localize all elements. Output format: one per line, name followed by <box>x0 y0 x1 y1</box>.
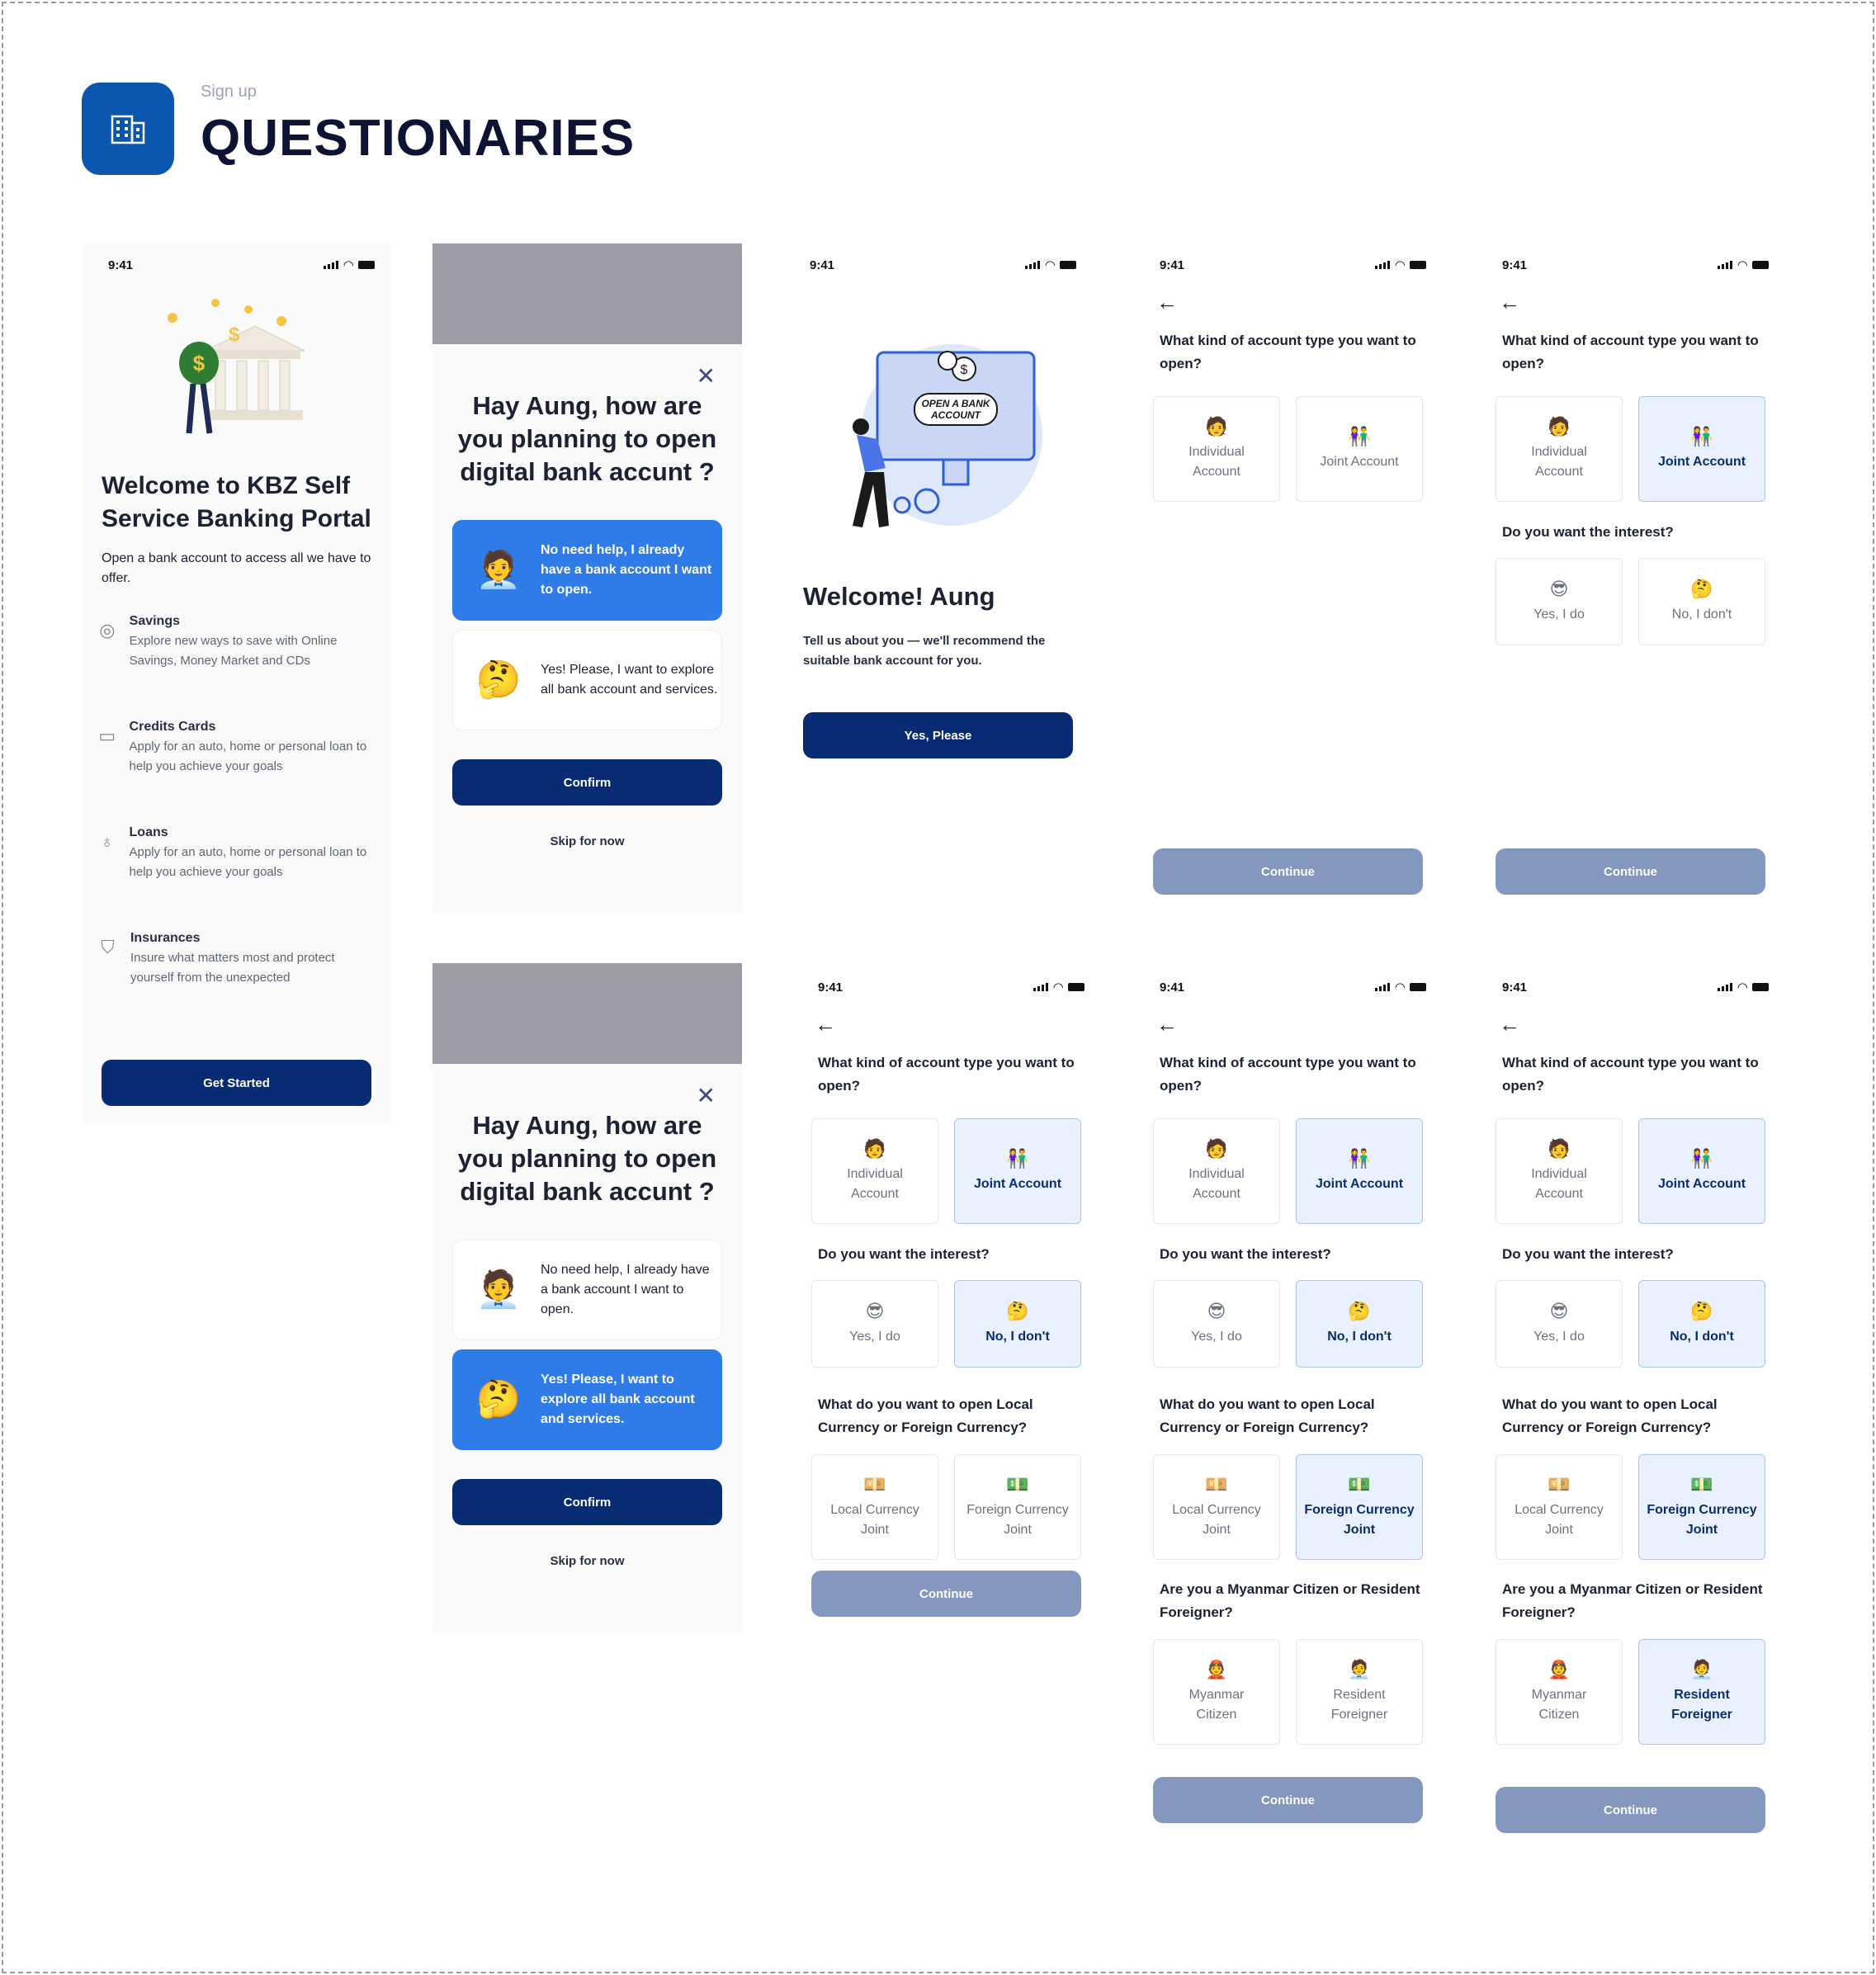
confirm-button[interactable]: Confirm <box>452 759 722 806</box>
screen-welcome-aung <box>783 243 1093 821</box>
feature-title: Savings <box>129 614 180 628</box>
building-icon <box>107 108 149 149</box>
sunglasses-face-icon: 😎 <box>865 1301 885 1321</box>
option-label: Joint Account <box>1315 1177 1404 1191</box>
feature-insurances <box>98 928 379 988</box>
screen-welcome <box>82 243 391 1123</box>
option-label: No, I don't <box>1670 1330 1734 1344</box>
feature-desc: Explore new ways to save with Online Savings, Money Market and CDs <box>129 634 338 668</box>
bottom-sheet <box>432 1064 742 1633</box>
screen-modal-explore <box>432 963 742 1633</box>
status-bar <box>1502 257 1769 273</box>
screen-interest <box>1476 243 1785 904</box>
feature-savings <box>98 612 379 671</box>
option-label: Myanmar Citizen <box>1531 1688 1587 1722</box>
page-title: QUESTIONARIES <box>201 110 636 167</box>
option-label: Yes, I do <box>1191 1330 1242 1344</box>
option-individual-account[interactable] <box>1496 1118 1623 1224</box>
question-account-type: What kind of account type you want to open? <box>818 1055 1075 1094</box>
close-icon[interactable]: ✕ <box>696 363 716 389</box>
choice-label: No need help, I already have a bank account I want to open. <box>541 543 712 597</box>
thinking-face-icon: 🤔 <box>1006 1301 1029 1321</box>
arrow-left-icon[interactable]: ← <box>1156 1012 1178 1037</box>
question-person-icon: 🤔 <box>475 659 522 700</box>
feature-desc: Apply for an auto, home or personal loan to help you achieve your goals <box>129 845 367 879</box>
sunglasses-face-icon: 😎 <box>1549 579 1569 599</box>
battery-icon <box>358 261 375 269</box>
question-interest: Do you want the interest? <box>1502 524 1674 540</box>
credit-card-icon: ▭ <box>98 725 116 746</box>
signal-icon <box>1375 261 1390 269</box>
person-icon: 🧑 <box>1205 416 1228 437</box>
open-account-illustration <box>828 336 1059 542</box>
option-individual-account[interactable] <box>1153 396 1280 502</box>
status-bar <box>108 257 375 273</box>
couple-icon: 👫 <box>1006 1148 1029 1169</box>
sheet-title: Hay Aung, how are you planning to open digital bank accunt ? <box>457 391 717 486</box>
modal-overlay[interactable] <box>432 243 742 344</box>
wifi-icon: ◠ <box>1053 980 1063 995</box>
option-foreign-currency[interactable] <box>1638 1454 1765 1560</box>
battery-icon <box>1752 261 1769 269</box>
sunglasses-face-icon: 😎 <box>1549 1301 1569 1321</box>
option-resident-foreigner[interactable] <box>1638 1639 1765 1745</box>
svg-text:OPEN A BANK: OPEN A BANK <box>921 398 990 409</box>
option-label: No, I don't <box>1327 1330 1392 1344</box>
screen-citizen <box>1133 966 1443 1840</box>
thinking-face-icon: 🤔 <box>1690 1301 1713 1321</box>
option-myanmar-citizen[interactable] <box>1496 1639 1623 1745</box>
option-label: Local Currency Joint <box>830 1503 919 1537</box>
couple-icon: 👫 <box>1690 1148 1713 1169</box>
feature-loans <box>98 823 379 882</box>
option-label: Joint Account <box>1657 455 1746 469</box>
skip-link[interactable]: Skip for now <box>550 1554 625 1568</box>
option-individual-account[interactable] <box>811 1118 938 1224</box>
choice-explore-services[interactable] <box>452 1349 722 1450</box>
option-no-interest[interactable] <box>1296 1280 1423 1368</box>
svg-text:$: $ <box>192 351 206 376</box>
option-joint-account[interactable] <box>954 1118 1081 1224</box>
wifi-icon: ◠ <box>1395 980 1405 995</box>
status-time: 9:41 <box>1502 980 1528 995</box>
kyat-banknote-icon: 💴 <box>863 1474 886 1495</box>
option-label: Local Currency Joint <box>1172 1503 1261 1537</box>
question-currency: What do you want to open Local Currency or Foreign Currency? <box>1502 1396 1718 1435</box>
svg-text:ACCOUNT: ACCOUNT <box>931 409 981 421</box>
signal-icon <box>1718 983 1732 991</box>
kyat-banknote-icon: 💴 <box>1205 1474 1228 1495</box>
person-icon: 🧑 <box>863 1138 886 1159</box>
feature-title: Insurances <box>130 931 201 945</box>
feature-credit-cards <box>98 717 379 777</box>
option-joint-account[interactable] <box>1638 1118 1765 1224</box>
couple-icon: 👫 <box>1348 426 1371 447</box>
dollar-banknote-icon: 💵 <box>1006 1474 1029 1495</box>
question-citizen: Are you a Myanmar Citizen or Resident Foreigner? <box>1160 1581 1420 1620</box>
wifi-icon: ◠ <box>1395 258 1405 272</box>
bank-illustration <box>164 293 313 442</box>
status-bar <box>818 979 1084 995</box>
option-joint-account[interactable] <box>1296 396 1423 502</box>
option-label: Individual Account <box>847 1167 903 1201</box>
wifi-icon: ◠ <box>1737 258 1747 272</box>
thinking-face-icon: 🤔 <box>1690 579 1713 599</box>
yes-please-button[interactable]: Yes, Please <box>803 712 1073 758</box>
question-interest: Do you want the interest? <box>1160 1246 1331 1262</box>
option-label: Individual Account <box>1188 445 1245 479</box>
feature-title: Loans <box>129 825 168 839</box>
thinking-face-icon: 🤔 <box>1348 1301 1371 1321</box>
option-foreign-currency[interactable] <box>954 1454 1081 1560</box>
citizen-icon: 👲 <box>1205 1659 1228 1680</box>
battery-icon <box>1410 983 1426 991</box>
person-sparkle-icon: 🧑‍💼 <box>475 550 522 590</box>
option-myanmar-citizen[interactable] <box>1153 1639 1280 1745</box>
question-interest: Do you want the interest? <box>818 1246 990 1262</box>
person-icon: 🧑 <box>1548 416 1571 437</box>
person-icon: 🧑 <box>1205 1138 1228 1159</box>
signal-icon <box>1718 261 1732 269</box>
option-label: Resident Foreigner <box>1330 1688 1388 1722</box>
option-label: Foreign Currency Joint <box>1304 1503 1415 1537</box>
arrow-left-icon[interactable]: ← <box>1499 1012 1520 1037</box>
battery-icon <box>1410 261 1426 269</box>
arrow-left-icon[interactable]: ← <box>1156 290 1178 314</box>
skip-link[interactable]: Skip for now <box>550 834 625 848</box>
option-label: Foreign Currency Joint <box>966 1503 1069 1537</box>
option-yes-interest[interactable] <box>1496 1280 1623 1368</box>
option-label: Joint Account <box>1657 1177 1746 1191</box>
option-label: Yes, I do <box>849 1330 900 1344</box>
feature-desc: Insure what matters most and protect yourself from the unexpected <box>130 951 335 985</box>
option-label: Local Currency Joint <box>1515 1503 1604 1537</box>
option-label: No, I don't <box>1671 607 1732 621</box>
question-person-icon: 🤔 <box>475 1379 522 1420</box>
question-account-type: What kind of account type you want to open? <box>1502 333 1759 371</box>
option-label: No, I don't <box>985 1330 1050 1344</box>
continue-button[interactable]: Continue <box>1496 1787 1765 1833</box>
foreigner-icon: 🧑‍💼 <box>1690 1659 1713 1680</box>
status-time: 9:41 <box>1160 980 1185 995</box>
option-label: Individual Account <box>1531 1167 1587 1201</box>
signal-icon <box>324 261 338 269</box>
status-bar <box>1160 979 1426 995</box>
option-local-currency[interactable] <box>811 1454 938 1560</box>
bottom-sheet <box>432 344 742 914</box>
question-currency: What do you want to open Local Currency or Foreign Currency? <box>1160 1396 1375 1435</box>
continue-button[interactable]: Continue <box>811 1571 1081 1617</box>
screen-citizen-resident <box>1476 966 1785 1840</box>
feature-title: Credits Cards <box>129 720 216 734</box>
option-no-interest[interactable] <box>1638 558 1765 645</box>
signal-icon <box>1375 983 1390 991</box>
wifi-icon: ◠ <box>1737 980 1747 995</box>
question-account-type: What kind of account type you want to open? <box>1502 1055 1759 1094</box>
modal-overlay[interactable] <box>432 963 742 1064</box>
option-individual-account[interactable] <box>1496 396 1623 502</box>
money-bag-icon: ♁ <box>100 831 115 852</box>
welcome-title: Welcome to KBZ Self Service Banking Portal <box>102 472 371 532</box>
screen-modal-existing <box>432 243 742 914</box>
status-time: 9:41 <box>108 258 134 272</box>
option-individual-account[interactable] <box>1153 1118 1280 1224</box>
question-currency: What do you want to open Local Currency or Foreign Currency? <box>818 1396 1033 1435</box>
screen-account-type <box>1133 243 1443 904</box>
foreigner-icon: 🧑‍💼 <box>1348 1659 1371 1680</box>
sunglasses-face-icon: 😎 <box>1207 1301 1226 1321</box>
citizen-icon: 👲 <box>1548 1659 1571 1680</box>
option-label: Individual Account <box>1188 1167 1245 1201</box>
welcome-aung-subtitle: Tell us about you — we'll recommend the suitable bank account for you. <box>803 634 1046 668</box>
status-time: 9:41 <box>810 258 835 272</box>
option-local-currency[interactable] <box>1153 1454 1280 1560</box>
option-label: Yes, I do <box>1533 1330 1585 1344</box>
confirm-button[interactable]: Confirm <box>452 1479 722 1525</box>
dollar-banknote-icon: 💵 <box>1690 1474 1713 1495</box>
screen-currency <box>792 966 1101 1626</box>
option-foreign-currency[interactable] <box>1296 1454 1423 1560</box>
status-time: 9:41 <box>818 980 843 995</box>
choice-label: No need help, I already have a bank account I want to open. <box>541 1263 710 1316</box>
battery-icon <box>1752 983 1769 991</box>
option-yes-interest[interactable] <box>1496 558 1623 645</box>
breadcrumb: Sign up <box>201 83 257 101</box>
question-account-type: What kind of account type you want to open? <box>1160 1055 1416 1094</box>
option-label: Myanmar Citizen <box>1188 1688 1245 1722</box>
status-time: 9:41 <box>1502 258 1528 272</box>
question-citizen: Are you a Myanmar Citizen or Resident Foreigner? <box>1502 1581 1763 1620</box>
wifi-icon: ◠ <box>343 258 353 272</box>
option-label: Foreign Currency Joint <box>1647 1503 1757 1537</box>
close-icon[interactable]: ✕ <box>696 1083 716 1108</box>
option-no-interest[interactable] <box>1638 1280 1765 1368</box>
svg-text:$: $ <box>960 363 968 377</box>
question-account-type: What kind of account type you want to open? <box>1160 333 1416 371</box>
option-label: Joint Account <box>1320 455 1399 469</box>
choice-label: Yes! Please, I want to explore all bank account and services. <box>541 1373 695 1426</box>
get-started-button[interactable]: Get Started <box>102 1060 371 1106</box>
arrow-left-icon[interactable]: ← <box>1499 290 1520 314</box>
signal-icon <box>1033 983 1048 991</box>
svg-text:$: $ <box>229 324 240 346</box>
welcome-aung-title: Welcome! Aung <box>803 582 995 611</box>
kyat-banknote-icon: 💴 <box>1548 1474 1571 1495</box>
coins-icon: ◎ <box>99 620 116 640</box>
status-time: 9:41 <box>1160 258 1185 272</box>
wifi-icon: ◠ <box>1045 258 1055 272</box>
feature-desc: Apply for an auto, home or personal loan to help you achieve your goals <box>129 739 367 773</box>
option-resident-foreigner[interactable] <box>1296 1639 1423 1745</box>
option-joint-account[interactable] <box>1296 1118 1423 1224</box>
status-bar <box>1160 257 1426 273</box>
person-sparkle-icon: 🧑‍💼 <box>475 1269 522 1310</box>
option-no-interest[interactable] <box>954 1280 1081 1368</box>
status-bar <box>1502 979 1769 995</box>
couple-icon: 👫 <box>1690 426 1713 447</box>
continue-button[interactable]: Continue <box>1496 848 1765 895</box>
choice-existing-account[interactable] <box>452 520 722 621</box>
option-label: Joint Account <box>973 1177 1062 1191</box>
dollar-banknote-icon: 💵 <box>1348 1474 1371 1495</box>
app-logo <box>82 83 174 175</box>
option-label: Resident Foreigner <box>1671 1688 1732 1722</box>
question-interest: Do you want the interest? <box>1502 1246 1674 1262</box>
option-joint-account[interactable] <box>1638 396 1765 502</box>
shield-icon: ⛉ <box>101 937 115 957</box>
option-label: Yes, I do <box>1533 607 1585 621</box>
option-label: Individual Account <box>1531 445 1587 479</box>
welcome-aung-content <box>803 243 1084 821</box>
choice-existing-account[interactable] <box>452 1240 722 1340</box>
choice-explore-services[interactable] <box>452 630 722 730</box>
sheet-title: Hay Aung, how are you planning to open digital bank accunt ? <box>457 1111 717 1206</box>
arrow-left-icon[interactable]: ← <box>815 1012 836 1037</box>
option-yes-interest[interactable] <box>1153 1280 1280 1368</box>
choice-label: Yes! Please, I want to explore all bank account and services. <box>541 663 718 697</box>
couple-icon: 👫 <box>1348 1148 1371 1169</box>
battery-icon <box>1068 983 1084 991</box>
option-local-currency[interactable] <box>1496 1454 1623 1560</box>
continue-button[interactable]: Continue <box>1153 1777 1423 1823</box>
welcome-subtitle: Open a bank account to access all we have to offer. <box>102 551 371 585</box>
person-icon: 🧑 <box>1548 1138 1571 1159</box>
option-yes-interest[interactable] <box>811 1280 938 1368</box>
continue-button[interactable]: Continue <box>1153 848 1423 895</box>
